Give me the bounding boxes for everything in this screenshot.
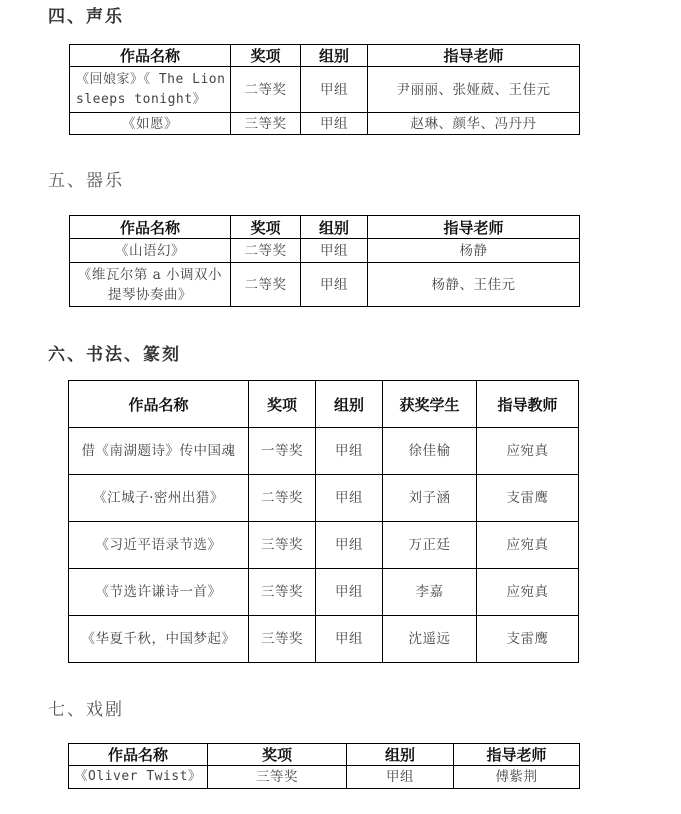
table-header-row (70, 45, 580, 67)
header-group: 组别 (316, 381, 383, 428)
cell-award: 二等奖 (231, 67, 301, 113)
section-title-vocal: 四、声乐 (48, 7, 124, 27)
section-title-drama: 七、戏剧 (48, 700, 124, 720)
header-teacher: 指导老师 (454, 744, 580, 766)
header-work-name: 作品名称 (69, 381, 249, 428)
cell-teacher: 支雷鹰 (477, 475, 579, 522)
cell-teacher: 杨静 (368, 239, 580, 263)
header-group: 组别 (347, 744, 454, 766)
cell-group: 甲组 (316, 569, 383, 616)
header-work-name: 作品名称 (70, 45, 231, 67)
table-header-row (69, 381, 579, 428)
table-header-row (70, 216, 580, 239)
cell-teacher: 傅紫荆 (454, 766, 580, 789)
cell-group: 甲组 (316, 428, 383, 475)
cell-work-name: 《回娘家》《 The Lion sleeps tonight》 (70, 67, 231, 113)
cell-teacher: 赵琳、颜华、冯丹丹 (368, 113, 580, 135)
cell-award: 三等奖 (249, 569, 316, 616)
header-teacher: 指导老师 (368, 216, 580, 239)
cell-work-name: 《习近平语录节选》 (69, 522, 249, 569)
table-row (70, 263, 580, 307)
cell-student: 沈遥远 (383, 616, 477, 663)
section-title-calligraphy: 六、书法、篆刻 (48, 345, 181, 365)
cell-group: 甲组 (347, 766, 454, 789)
cell-teacher: 尹丽丽、张娅葳、王佳元 (368, 67, 580, 113)
cell-work-name: 借《南湖题诗》传中国魂 (69, 428, 249, 475)
table-row (69, 569, 579, 616)
cell-teacher: 应宛真 (477, 569, 579, 616)
cell-work-name: 《山语幻》 (70, 239, 231, 263)
cell-award: 二等奖 (231, 263, 301, 307)
table-row (70, 113, 580, 135)
header-award: 奖项 (231, 45, 301, 67)
header-award: 奖项 (231, 216, 301, 239)
table-row (70, 67, 580, 113)
cell-work-name: 《Oliver Twist》 (69, 766, 208, 789)
header-award: 奖项 (208, 744, 347, 766)
cell-group: 甲组 (316, 475, 383, 522)
cell-work-name: 《江城子·密州出猎》 (69, 475, 249, 522)
header-work-name: 作品名称 (70, 216, 231, 239)
cell-award: 二等奖 (231, 239, 301, 263)
table-drama (68, 743, 580, 789)
table-instrumental (69, 215, 580, 307)
header-work-name: 作品名称 (69, 744, 208, 766)
cell-award: 三等奖 (249, 522, 316, 569)
cell-work-name: 《华夏千秋，中国梦起》 (69, 616, 249, 663)
table-row (69, 522, 579, 569)
table-header-row (69, 744, 580, 766)
cell-award: 三等奖 (208, 766, 347, 789)
cell-group: 甲组 (301, 239, 368, 263)
cell-teacher: 应宛真 (477, 428, 579, 475)
table-row (69, 616, 579, 663)
cell-award: 一等奖 (249, 428, 316, 475)
cell-work-name: 《如愿》 (70, 113, 231, 135)
header-award: 奖项 (249, 381, 316, 428)
cell-group: 甲组 (301, 263, 368, 307)
cell-group: 甲组 (316, 522, 383, 569)
table-row (69, 766, 580, 789)
table-calligraphy (68, 380, 579, 663)
header-teacher: 指导教师 (477, 381, 579, 428)
cell-work-name: 《维瓦尔第 a 小调双小提琴协奏曲》 (70, 263, 231, 307)
table-vocal (69, 44, 580, 135)
cell-teacher: 支雷鹰 (477, 616, 579, 663)
cell-award: 三等奖 (231, 113, 301, 135)
cell-student: 徐佳榆 (383, 428, 477, 475)
cell-student: 万正廷 (383, 522, 477, 569)
table-row (69, 475, 579, 522)
cell-student: 李嘉 (383, 569, 477, 616)
cell-group: 甲组 (301, 67, 368, 113)
cell-group: 甲组 (316, 616, 383, 663)
cell-teacher: 应宛真 (477, 522, 579, 569)
cell-award: 二等奖 (249, 475, 316, 522)
header-group: 组别 (301, 216, 368, 239)
cell-award: 三等奖 (249, 616, 316, 663)
section-title-instrumental: 五、器乐 (48, 171, 124, 191)
cell-teacher: 杨静、王佳元 (368, 263, 580, 307)
table-row (70, 239, 580, 263)
cell-work-name: 《节选许谦诗一首》 (69, 569, 249, 616)
table-row (69, 428, 579, 475)
header-teacher: 指导老师 (368, 45, 580, 67)
header-student: 获奖学生 (383, 381, 477, 428)
cell-student: 刘子涵 (383, 475, 477, 522)
header-group: 组别 (301, 45, 368, 67)
cell-group: 甲组 (301, 113, 368, 135)
